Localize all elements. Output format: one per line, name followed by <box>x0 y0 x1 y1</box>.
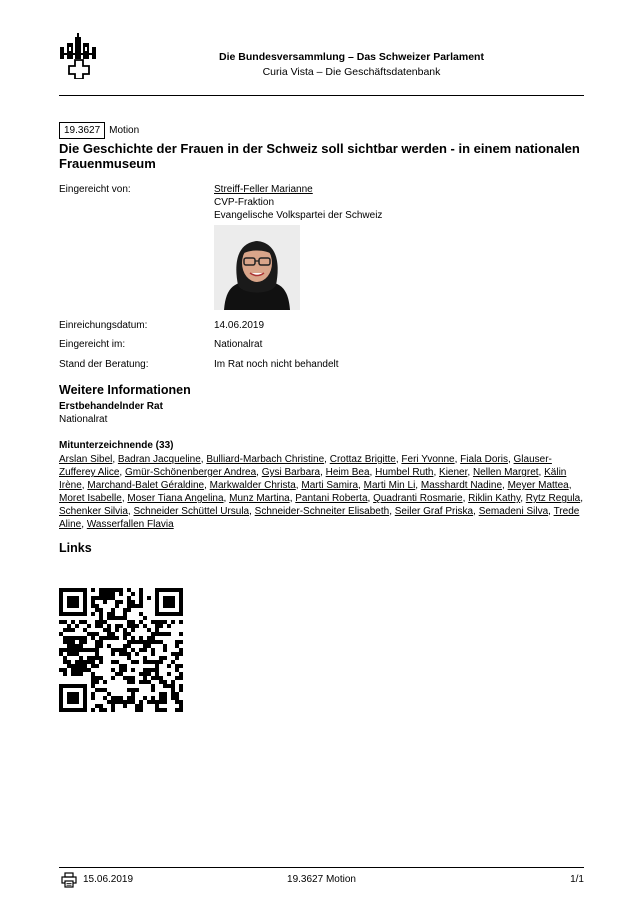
page-header <box>59 30 584 96</box>
cosigner-link[interactable]: Marchand-Balet Géraldine <box>87 480 205 491</box>
cosigner-link[interactable]: Marti Min Li <box>363 480 416 491</box>
cosigner-link[interactable]: Schneider-Schneiter Elisabeth <box>254 506 390 517</box>
links-heading: Links <box>59 541 92 555</box>
cosigner-link[interactable]: Trede Aline <box>59 506 580 530</box>
qr-code <box>59 588 183 712</box>
cosigner-link[interactable]: Quadranti Rosmarie <box>373 493 463 504</box>
cosigner-link[interactable]: Badran Jacqueline <box>117 454 201 465</box>
cosigner-link[interactable]: Nellen Margret <box>472 467 539 478</box>
first-council-value: Nationalrat <box>59 414 108 425</box>
author-party: Evangelische Volkspartei der Schweiz <box>214 210 383 221</box>
business-id-row <box>59 122 139 138</box>
cosigner-link[interactable]: Semadeni Silva <box>478 506 549 517</box>
cosigner-link[interactable]: Gmür-Schönenberger Andrea <box>124 467 257 478</box>
cosigner-link[interactable]: Munz Martina <box>229 493 290 504</box>
status-value: Im Rat noch nicht behandelt <box>214 359 339 370</box>
cosigner-link[interactable]: Humbel Ruth <box>375 467 434 478</box>
business-title: Die Geschichte der Frauen in der Schweiz soll sichtbar werden - in einem nationalen Frauenmuseum <box>59 141 580 171</box>
council-value: Nationalrat <box>214 339 263 350</box>
first-council-label: Erstbehandelnder Rat <box>59 401 163 412</box>
cosigner-link[interactable]: Arslan Sibel <box>59 454 113 465</box>
cosigner-link[interactable]: Riklin Kathy <box>468 493 521 504</box>
cosigner-link[interactable]: Masshardt Nadine <box>420 480 503 491</box>
council-label: Eingereicht im: <box>59 339 126 350</box>
cosigner-link[interactable]: Marti Samira <box>301 480 359 491</box>
cosigner-link[interactable]: Glauser-Zufferey Alice <box>59 454 552 478</box>
cosigner-link[interactable]: Meyer Mattea <box>507 480 569 491</box>
business-number-badge: 19.3627 <box>59 122 105 139</box>
cosigner-link[interactable]: Heim Bea <box>325 467 370 478</box>
cosigner-link[interactable]: Pantani Roberta <box>295 493 368 504</box>
business-type: Motion <box>109 124 140 136</box>
cosigner-link[interactable]: Bulliard-Marbach Christine <box>206 454 325 465</box>
header-subtitle: Curia Vista – Die Geschäftsdatenbank <box>262 66 441 78</box>
cosigners-label: Mitunterzeichnende (33) <box>59 440 174 451</box>
cosigner-link[interactable]: Schenker Silvia <box>59 506 128 517</box>
author-name-link[interactable]: Streiff-Feller Marianne <box>214 184 313 195</box>
cosigner-link[interactable]: Seiler Graf Priska <box>394 506 474 517</box>
cosigner-link[interactable]: Moret Isabelle <box>59 493 122 504</box>
cosigner-link[interactable]: Kälin Irène <box>59 467 567 491</box>
cosigner-link[interactable]: Feri Yvonne <box>401 454 455 465</box>
author-faction: CVP-Fraktion <box>214 197 275 208</box>
page-footer <box>59 867 584 889</box>
cosigner-link[interactable]: Kiener <box>439 467 468 478</box>
cosigners-list: Arslan Sibel, Badran Jacqueline, Bulliard-Marbach Christine, Crottaz Brigitte, Feri Yvonne, Fiala Doris, Glauser-Zufferey Alice, Gmür-Schönenberger Andrea, Gysi Barbara, Heim Bea, Humbel Ruth, Kiener, Nellen Margret, Kälin Irène, Marchand-Balet Géraldine, Markwalder Christa, Marti Samira, Marti Min Li, Masshardt Nadine, Meyer Mattea, Moret Isabelle, Moser Tiana Angelina, Munz Martina, Pantani Roberta, Quadranti Rosmarie, Riklin Kathy, Rytz Regula, Schenker Silvia, Schneider Schüttel Ursula, Schneider-Schneiter Elisabeth, Seiler Graf Priska, Semadeni Silva, Trede Aline, Wasserfallen Flavia <box>59 454 584 530</box>
footer-page-number: 1/1 <box>570 874 584 885</box>
swiss-parliament-logo-icon <box>59 33 97 79</box>
date-value: 14.06.2019 <box>214 320 265 331</box>
cosigner-link[interactable]: Moser Tiana Angelina <box>127 493 224 504</box>
header-title: Die Bundesversammlung – Das Schweizer Parlament <box>219 51 484 63</box>
author-photo <box>214 225 300 310</box>
cosigner-link[interactable]: Wasserfallen Flavia <box>86 519 174 530</box>
more-info-heading: Weitere Informationen <box>59 383 191 397</box>
cosigner-link[interactable]: Schneider Schüttel Ursula <box>133 506 250 517</box>
cosigner-link[interactable]: Gysi Barbara <box>261 467 321 478</box>
footer-date: 15.06.2019 <box>83 874 134 885</box>
date-label: Einreichungsdatum: <box>59 320 148 331</box>
status-label: Stand der Beratung: <box>59 359 149 370</box>
footer-business: 19.3627 Motion <box>287 874 356 885</box>
cosigner-link[interactable]: Fiala Doris <box>460 454 508 465</box>
cosigner-link[interactable]: Rytz Regula <box>525 493 581 504</box>
cosigner-link[interactable]: Markwalder Christa <box>209 480 296 491</box>
cosigner-link[interactable]: Crottaz Brigitte <box>329 454 396 465</box>
submitted-by-label: Eingereicht von: <box>59 184 131 195</box>
